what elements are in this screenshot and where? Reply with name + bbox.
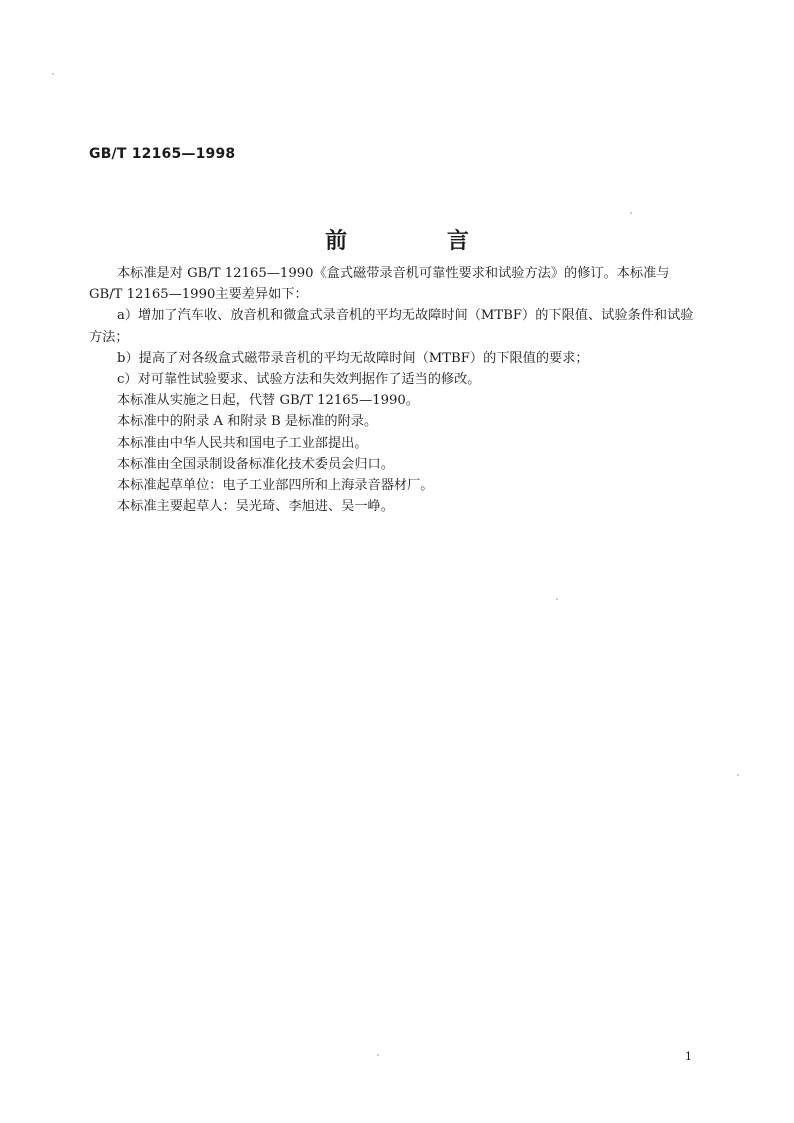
scan-speck [556,598,558,600]
list-item-b: b）提高了对各级盒式磁带录音机的平均无故障时间（MTBF）的下限值的要求； [117,350,589,366]
paragraph-replacement: 本标准从实施之日起，代替 GB/T 12165—1990。 [117,393,419,409]
paragraph-committee: 本标准由全国录制设备标准化技术委员会归口。 [117,456,394,472]
page-title: 前 言 [325,229,515,254]
scan-speck [52,73,54,75]
paragraph-revision [89,263,709,305]
scan-speck [630,212,632,214]
list-item-c: c）对可靠性试验要求、试验方法和失效判据作了适当的修改。 [117,372,481,388]
paragraph-line: 方法； [89,329,129,345]
standard-code: GB/T 12165—1998 [89,146,236,162]
foreword-body [89,263,709,517]
paragraph-line: GB/T 12165—1990主要差异如下： [89,287,308,303]
paragraph-line: a）增加了汽车收、放音机和微盒式录音机的平均无故障时间（MTBF）的下限值、试验条件和试验 [117,308,694,324]
list-item-a [89,305,709,347]
page-number: 1 [685,1050,692,1063]
paragraph-proposer: 本标准由中华人民共和国电子工业部提出。 [117,435,368,451]
paragraph-appendix: 本标准中的附录 A 和附录 B 是标准的附录。 [117,414,378,430]
scan-speck [377,1054,379,1056]
paragraph-drafting-units: 本标准起草单位：电子工业部四所和上海录音器材厂。 [117,478,434,494]
scan-speck [737,774,739,776]
paragraph-line: 本标准是对 GB/T 12165—1990《盒式磁带录音机可靠性要求和试验方法》的修订。本标准与 [117,266,670,281]
paragraph-drafters: 本标准主要起草人：吴光琦、李旭进、吴一峥。 [117,499,394,515]
